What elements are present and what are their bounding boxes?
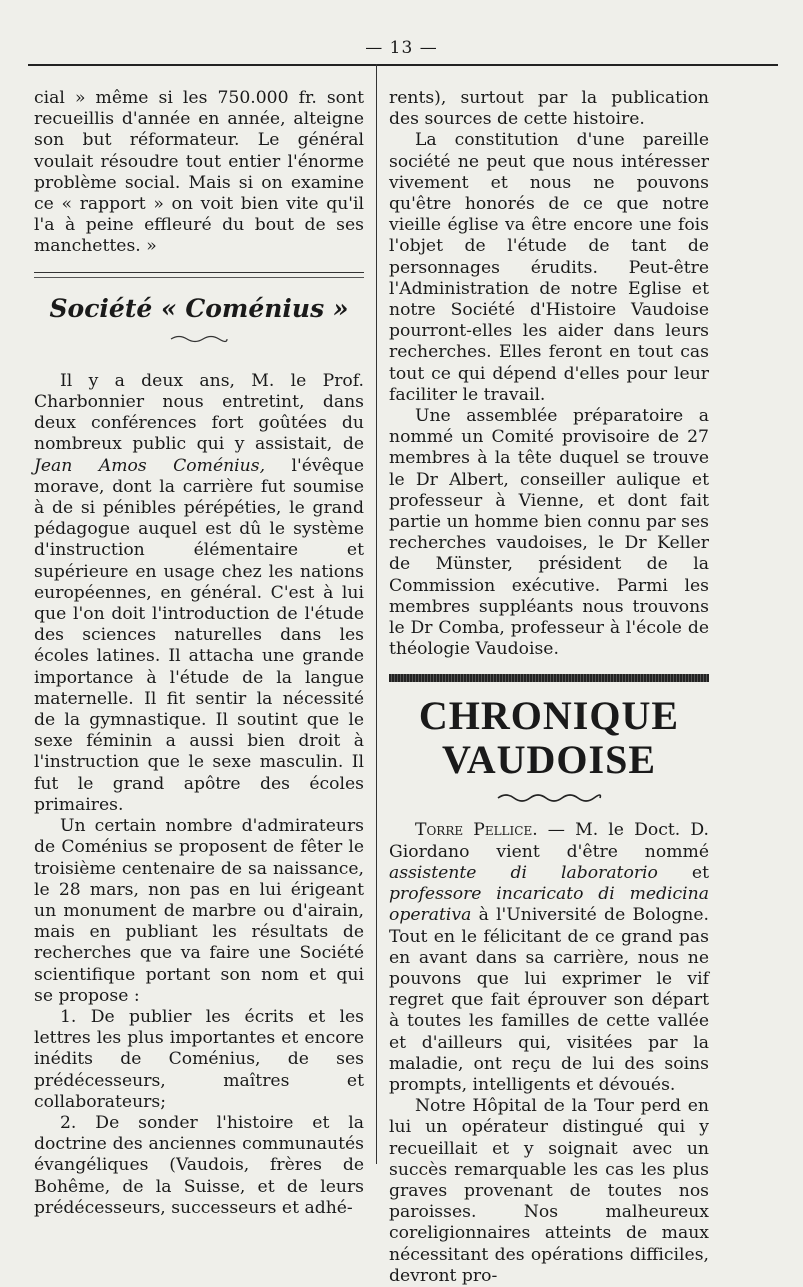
hopital-paragraph: Notre Hôpital de la Tour perd en lui un opérateur distingué qui y recueillait et y soignait avec un succès remarquable les cas les plus graves provenant de toutes nos paroisses. Nos malheureux coreligionnaires atteints de maux nécessitant des opérations difficiles, devront pro- bbox=[389, 1096, 709, 1286]
list-item-2: 2. De sonder l'histoire et la doctrine des anciennes communautés évangéliques (Vaudois, frères de Bohême, de la Suisse, et de leurs prédécesseurs, successeurs et adhé- bbox=[34, 1112, 364, 1218]
thick-separator bbox=[389, 674, 709, 682]
intro-paragraph: cial » même si les 750.000 fr. sont recueillis d'année en année, alteigne son but réformateur. Le général voulait résoudre tout entier l'énorme problème social. Mais si on examine ce « rapport » on voit bien vite qu'il l'a à peine effleuré du bout de ses manchettes. » bbox=[34, 88, 364, 257]
torre-pellice-paragraph bbox=[389, 820, 709, 1096]
list-item-1: 1. De publier les écrits et les lettres les plus importantes et encore inédits de Coménius, de ses prédécesseurs, maîtres et collaborateurs; bbox=[34, 1006, 364, 1112]
comenius-paragraph-2: Un certain nombre d'admirateurs de Coménius se proposent de fêter le troisième centenaire de sa naissance, le 28 mars, non pas en lui érigeant un monument de marbre ou d'airain, mais en publiant les résultats de recherches que va faire une Société scientifique portant son nom et qui se propose : bbox=[34, 816, 364, 1006]
section-separator bbox=[34, 272, 364, 278]
torre-italic-1: assistente di laboratorio bbox=[389, 862, 658, 883]
chronique-title: CHRONIQUE VAUDOISE bbox=[418, 693, 680, 783]
header-rule bbox=[28, 64, 778, 66]
column-divider bbox=[376, 64, 377, 1164]
left-column bbox=[34, 88, 364, 1219]
comenius-paragraph-1 bbox=[34, 371, 364, 816]
p1-after: l'évêque morave, dont la carrière fut soumise à de si pénibles pérépéties, le grand pédagogue auquel est dû le système d'instruction élémentaire et supérieure en usage chez les nations européennes, en général. C'est à lui que l'on doit l'introduction de l'étude des sciences naturelles dans les écoles latines. Il attacha une grande importance à l'étude de la langue maternelle. Il fit sentir la nécessité de la gymnastique. Il soutint que le sexe féminin a aussi bien droit à l'instruction que le sexe masculin. Il fut le grand apôtre des écoles primaires. bbox=[34, 455, 364, 815]
constitution-paragraph: La constitution d'une pareille société ne peut que nous intéresser vivement et nous ne pouvons qu'être honorés de ce que notre vieille église va être encore une fois l'objet de l'étude de tant de personnages érudits. Peut-être l'Administration de notre Eglise et notre Société d'Histoire Vaudoise pourront-elles les aider dans leurs recherches. Elles feront en tout cas tout ce qui dépend d'elles pour leur faciliter le travail. bbox=[389, 130, 709, 405]
torre-label: Torre Pellice. bbox=[415, 820, 538, 841]
torre-mid: et bbox=[657, 862, 710, 883]
torre-after: à l'Université de Bologne. Tout en le félicitant de ce grand pas en avant dans sa carrière, nous ne pouvons que lui exprimer le vif regret que fait éprouver son départ à toutes les familles de cette vallée et d'ailleurs qui, visitées par la maladie, ont reçu de lui des soins prompts, intelligents et dévoués. bbox=[389, 905, 709, 1095]
section-title-comenius: Société « Coménius » bbox=[49, 293, 349, 323]
ornament-flourish bbox=[34, 330, 364, 351]
p1-italic-name: Jean Amos Coménius, bbox=[34, 455, 266, 476]
right-column bbox=[389, 88, 709, 1287]
continuation-paragraph: rents), surtout par la publication des sources de cette histoire. bbox=[389, 88, 709, 130]
p1-before: Il y a deux ans, M. le Prof. Charbonnier nous entretint, dans deux conférences fort goûtées du nombreux public qui y assistait, de bbox=[34, 370, 364, 455]
assemblee-paragraph: Une assemblée préparatoire a nommé un Comité provisoire de 27 membres à la tête duquel se trouve le Dr Albert, conseiller aulique et professeur à Vienne, et dont fait partie un homme bien connu par ses recherches vaudoises, le Dr Keller de Münster, président de la Commission exécutive. Parmi les membres suppléants nous trouvons le Dr Comba, professeur à l'école de théologie Vaudoise. bbox=[389, 406, 709, 660]
page-number: — 13 — bbox=[365, 38, 438, 58]
wave-ornament bbox=[389, 788, 709, 808]
torre-before: — M. le Doct. D. Giordano vient d'être nommé bbox=[389, 820, 709, 862]
torre-italic-2: professore incaricato di medicina operativa bbox=[389, 884, 709, 926]
